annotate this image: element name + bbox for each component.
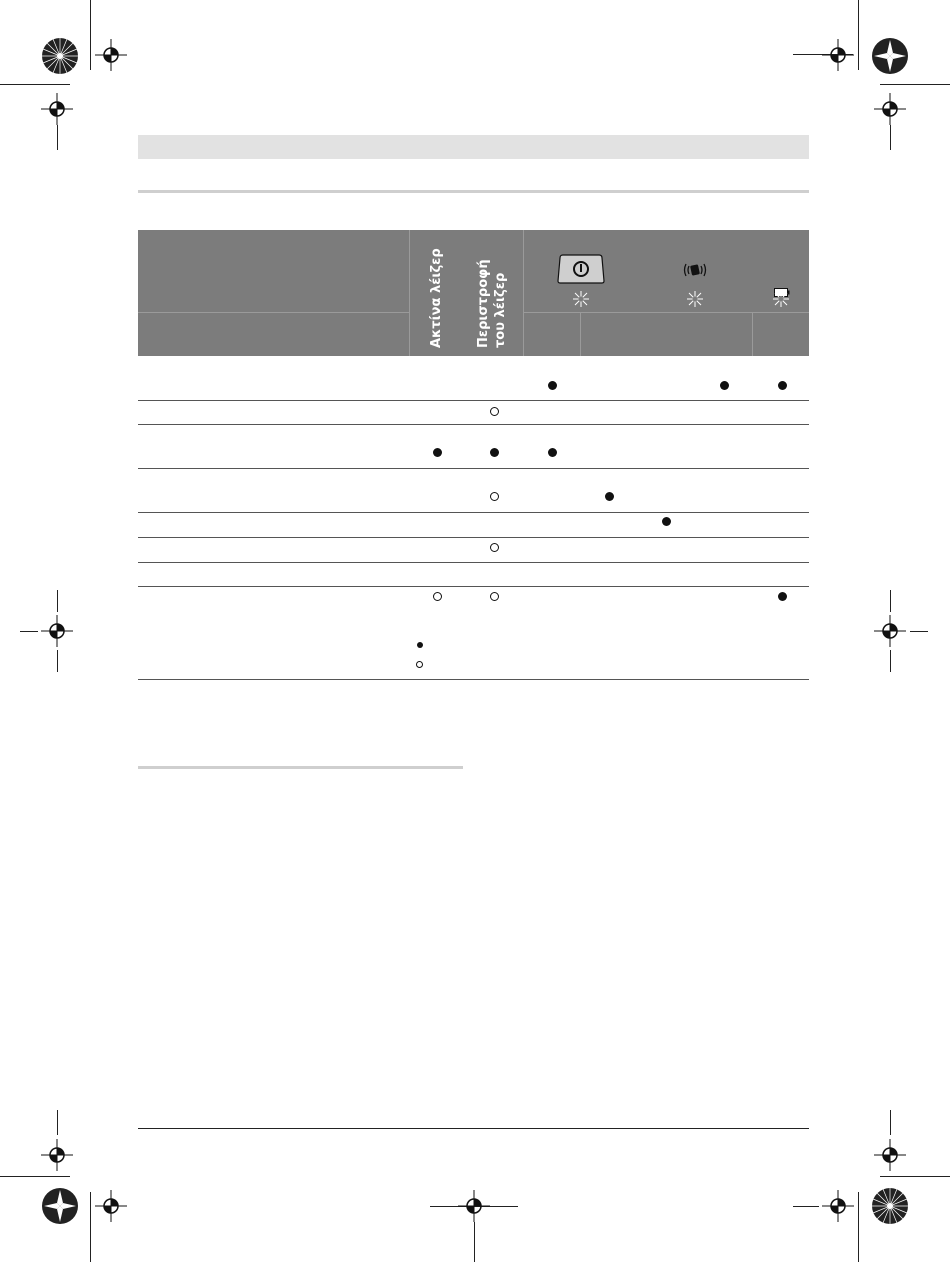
status-table-header (138, 230, 809, 356)
crop-mark (880, 84, 950, 85)
indicator-on (548, 448, 557, 457)
legend-indicator-blink (416, 661, 423, 668)
registration-target-icon (458, 1190, 490, 1222)
registration-target-icon (95, 1190, 127, 1222)
table-row-divider (138, 586, 809, 587)
crop-mark (57, 650, 58, 672)
table-row-divider (138, 679, 809, 680)
registration-rosette-icon (871, 37, 909, 75)
header-laser-rotation-1: Περιστροφή (476, 259, 491, 348)
crop-mark (890, 650, 891, 672)
section-rule (138, 190, 809, 193)
table-row-divider (138, 562, 809, 563)
registration-target-icon (41, 93, 73, 125)
crop-mark (890, 125, 891, 150)
header-band (138, 135, 809, 159)
indicator-on (662, 517, 671, 526)
indicator-blink (433, 592, 442, 601)
registration-target-icon (95, 39, 127, 71)
table-row-divider (138, 468, 809, 469)
crop-mark (474, 1222, 475, 1262)
crop-mark (57, 590, 58, 612)
table-row-divider (138, 400, 809, 401)
registration-target-icon (874, 615, 906, 647)
led-blink-icon (686, 290, 704, 312)
crop-mark (910, 631, 928, 632)
registration-target-icon (41, 1139, 73, 1171)
crop-mark (890, 590, 891, 612)
registration-target-icon (822, 39, 854, 71)
section-rule (138, 766, 463, 769)
shock-warning-icon (682, 262, 708, 282)
header-divider (138, 312, 409, 313)
column-divider (409, 230, 410, 356)
column-divider (752, 312, 753, 356)
column-divider (523, 230, 524, 356)
header-laser-rotation-2: του λέιζερ (493, 272, 508, 348)
registration-target-icon (874, 93, 906, 125)
registration-rosette-icon (41, 37, 79, 75)
indicator-blink (490, 407, 499, 416)
crop-mark (90, 1192, 91, 1262)
crop-mark (0, 1176, 70, 1177)
indicator-on (433, 448, 442, 457)
table-row-divider (138, 512, 809, 513)
crop-mark (793, 1206, 819, 1207)
crop-mark (890, 1110, 891, 1135)
indicator-on (490, 448, 499, 457)
led-blink-icon (772, 290, 790, 312)
crop-mark (0, 84, 70, 85)
crop-mark (858, 0, 859, 70)
crop-mark (57, 1110, 58, 1135)
crop-mark (57, 125, 58, 150)
crop-mark (20, 631, 38, 632)
footer-rule (138, 1128, 809, 1129)
registration-rosette-icon (871, 1187, 909, 1225)
header-divider (523, 312, 809, 313)
crop-mark (858, 1192, 859, 1262)
registration-target-icon (41, 615, 73, 647)
indicator-on (548, 381, 557, 390)
led-blink-icon (572, 290, 590, 312)
indicator-blink (490, 492, 499, 501)
indicator-blink (490, 543, 499, 552)
registration-target-icon (874, 1139, 906, 1171)
power-button-icon (557, 254, 605, 288)
indicator-on (778, 592, 787, 601)
registration-target-icon (822, 1190, 854, 1222)
registration-rosette-icon (41, 1187, 79, 1225)
indicator-on (720, 381, 729, 390)
crop-mark (90, 0, 91, 70)
indicator-on (778, 381, 787, 390)
crop-mark (880, 1176, 950, 1177)
table-row-divider (138, 424, 809, 425)
indicator-on (605, 492, 614, 501)
legend-indicator-on (417, 642, 423, 648)
indicator-blink (490, 592, 499, 601)
header-laser-beam: Ακτίνα λέιζερ (429, 248, 444, 348)
table-row-divider (138, 537, 809, 538)
column-divider (580, 312, 581, 356)
